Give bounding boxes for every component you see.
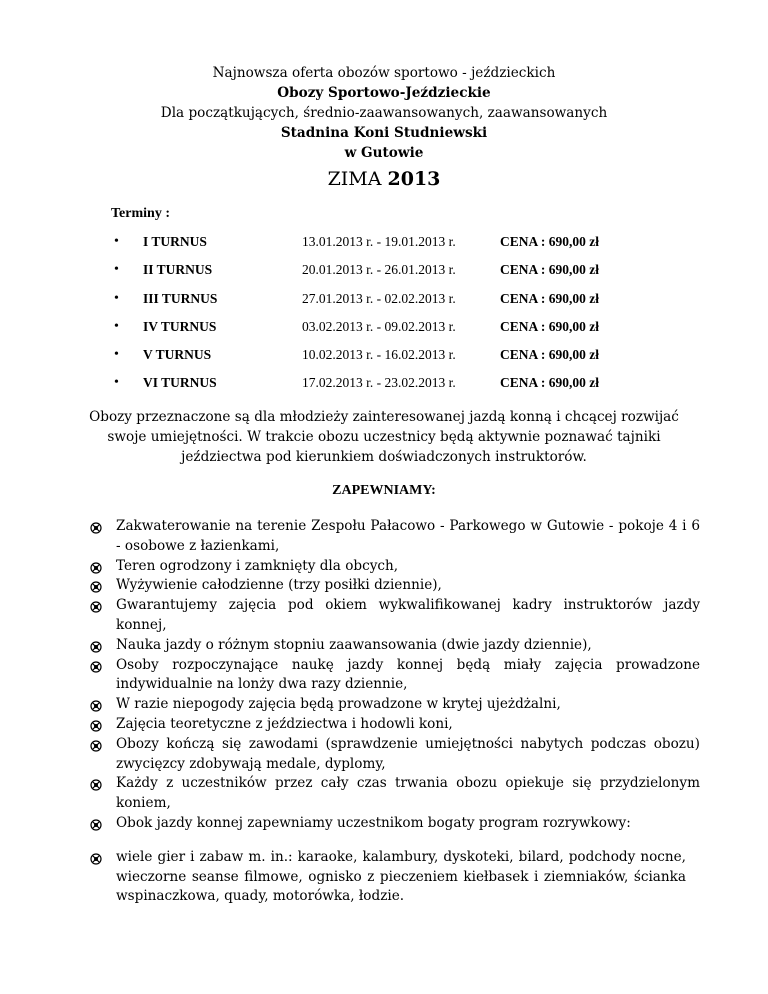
header-offer-line: Najnowsza oferta obozów sportowo - jeździeckich xyxy=(212,65,556,81)
crossed-circle-icon xyxy=(90,740,102,752)
bullet-dot-icon: • xyxy=(114,234,119,249)
term-dates: 10.02.2013 r. - 16.02.2013 r. xyxy=(302,347,456,363)
document-header xyxy=(0,63,768,192)
list-item xyxy=(90,814,700,834)
list-item-text: Obok jazdy konnej zapewniamy uczestnikom bogaty program rozrywkowy: xyxy=(116,814,631,831)
term-dates: 17.02.2013 r. - 23.02.2013 r. xyxy=(302,375,456,391)
term-price: CENA : 690,00 zł xyxy=(500,262,599,278)
term-dates: 20.01.2013 r. - 26.01.2013 r. xyxy=(302,262,456,278)
term-dates: 13.01.2013 r. - 19.01.2013 r. xyxy=(302,234,456,249)
bullet-dot-icon: • xyxy=(114,262,119,278)
term-name: II TURNUS xyxy=(143,262,213,278)
season-word: ZIMA xyxy=(327,168,382,190)
bullet-dot-icon: • xyxy=(114,347,119,363)
list-item xyxy=(90,774,700,814)
term-price: CENA : 690,00 zł xyxy=(500,347,599,363)
list-item xyxy=(90,735,700,775)
term-row xyxy=(0,291,768,319)
list-item xyxy=(90,715,700,735)
list-item xyxy=(90,557,700,577)
term-row xyxy=(0,319,768,347)
term-dates: 03.02.2013 r. - 09.02.2013 r. xyxy=(302,318,456,334)
crossed-circle-icon xyxy=(90,522,102,534)
list-item xyxy=(90,517,700,557)
terms-label: Terminy : xyxy=(111,206,170,221)
benefits-list xyxy=(90,517,700,907)
term-dates: 27.01.2013 r. - 02.02.2013 r. xyxy=(302,290,456,306)
term-row xyxy=(0,347,768,375)
season-heading xyxy=(0,166,768,192)
crossed-circle-icon xyxy=(90,562,102,574)
term-price: CENA : 690,00 zł xyxy=(500,375,599,391)
list-item xyxy=(90,636,700,656)
zapewniamy-heading: ZAPEWNIAMY: xyxy=(332,483,436,498)
header-stable-name: Stadnina Koni Studniewski xyxy=(280,125,488,141)
header-title: Obozy Sportowo-Jeździeckie xyxy=(277,85,491,101)
term-row xyxy=(0,262,768,290)
crossed-circle-icon xyxy=(90,661,102,673)
intro-paragraph: Obozy przeznaczone są dla młodzieży zainteresowanej jazdą konną i chcącej rozwijać swoje umiejętności. W trakcie obozu uczestnicy będą aktywnie poznawać tajniki jeździectwa pod kierunkiem doświadczonych instruktorów. xyxy=(89,409,679,465)
season-year: 2013 xyxy=(387,168,441,190)
term-name: IV TURNUS xyxy=(143,318,217,334)
list-item xyxy=(90,656,700,696)
crossed-circle-icon xyxy=(90,700,102,712)
crossed-circle-icon xyxy=(90,641,102,653)
term-row xyxy=(0,234,768,262)
header-location: w Gutowie xyxy=(344,145,424,161)
term-price: CENA : 690,00 zł xyxy=(500,234,599,249)
list-item-text: Gwarantujemy zajęcia pod okiem wykwalifikowanej kadry instruktorów jazdy konnej, xyxy=(116,597,700,633)
crossed-circle-icon xyxy=(90,601,102,613)
crossed-circle-icon xyxy=(90,853,102,865)
list-item xyxy=(90,576,700,596)
term-price: CENA : 690,00 zł xyxy=(500,290,599,306)
crossed-circle-icon xyxy=(90,581,102,593)
list-item-text: Zakwaterowanie na terenie Zespołu Pałacowo - Parkowego w Gutowie - pokoje 4 i 6 - osobowe z łazienkami, xyxy=(116,518,700,554)
list-item-text: Wyżywienie całodzienne (trzy posiłki dziennie), xyxy=(116,577,442,594)
list-item-text: Nauka jazdy o różnym stopniu zaawansowania (dwie jazdy dziennie), xyxy=(116,636,592,653)
term-row xyxy=(0,375,768,403)
crossed-circle-icon xyxy=(90,779,102,791)
list-item-text: Obozy kończą się zawodami (sprawdzenie umiejętności nabytych podczas obozu) zwycięzcy zdobywają medale, dyplomy, xyxy=(116,735,700,772)
term-name: III TURNUS xyxy=(143,290,218,306)
term-name: V TURNUS xyxy=(143,347,212,363)
list-item-text: wiele gier i zabaw m. in.: karaoke, kalambury, dyskoteki, bilard, podchody nocne, wieczorne seanse filmowe, ognisko z pieczeniem kiełbasek i ziemniaków, ścianka wspinaczkowa, quady, motorówka, łodzie. xyxy=(116,848,686,905)
list-item xyxy=(90,596,700,636)
list-item-text: Osoby rozpoczynające naukę jazdy konnej będą miały zajęcia prowadzone indywidualnie na lonży dwa razy dziennie, xyxy=(116,656,700,693)
list-item-text: Każdy z uczestników przez cały czas trwania obozu opiekuje się przydzielonym koniem, xyxy=(116,775,700,812)
crossed-circle-icon xyxy=(90,819,102,831)
list-item xyxy=(90,695,700,715)
bullet-dot-icon: • xyxy=(114,318,119,334)
bullet-dot-icon: • xyxy=(114,375,119,391)
list-item-entertainment xyxy=(90,848,686,907)
list-item-text: Teren ogrodzony i zamknięty dla obcych, xyxy=(116,557,399,574)
term-name: VI TURNUS xyxy=(143,375,217,391)
term-price: CENA : 690,00 zł xyxy=(500,318,599,334)
header-levels-line: Dla początkujących, średnio-zaawansowanych, zaawansowanych xyxy=(160,105,608,121)
crossed-circle-icon xyxy=(90,720,102,732)
list-item-text: W razie niepogody zajęcia będą prowadzone w krytej ujeżdżalni, xyxy=(116,696,561,713)
bullet-dot-icon: • xyxy=(114,290,119,306)
list-item-text: Zajęcia teoretyczne z jeździectwa i hodowli koni, xyxy=(116,715,453,732)
terms-list xyxy=(0,234,768,404)
term-name: I TURNUS xyxy=(143,234,207,249)
